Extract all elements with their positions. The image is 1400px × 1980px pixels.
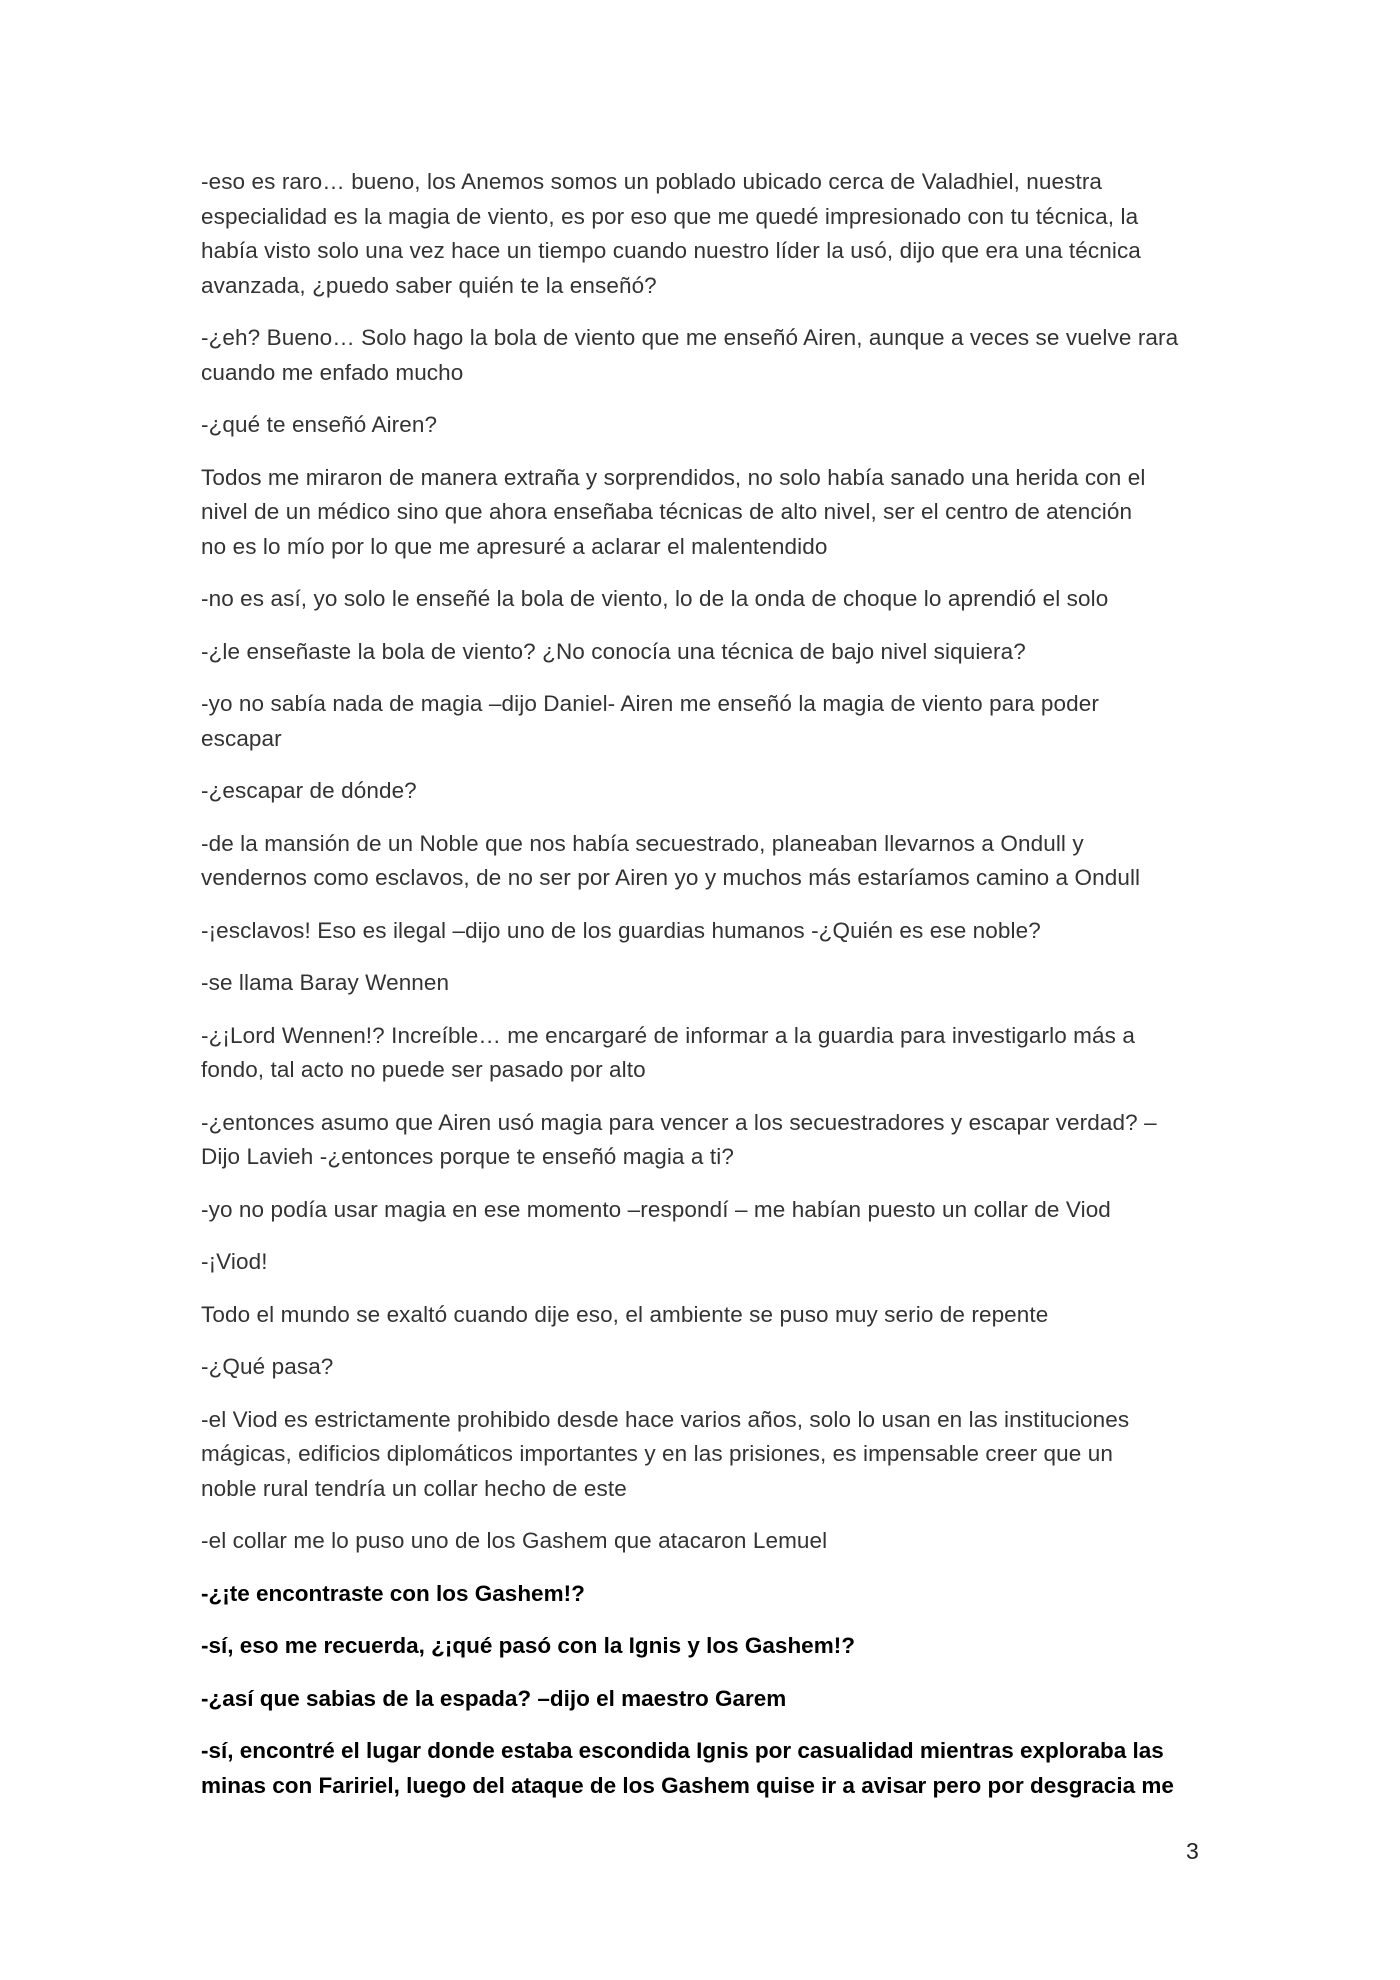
paragraph (201, 966, 1201, 1001)
paragraph (201, 1682, 1201, 1717)
paragraph (201, 1245, 1201, 1280)
page-body-text (201, 165, 1201, 1821)
text-line: -el collar me lo puso uno de los Gashem que atacaron Lemuel (201, 1528, 828, 1553)
paragraph (201, 1106, 1201, 1175)
text-line: -yo no sabía nada de magia –dijo Daniel- Airen me enseñó la magia de viento para poder (201, 691, 1099, 716)
text-line: no es lo mío por lo que me apresuré a aclarar el malentendido (201, 533, 828, 559)
text-line: -¿¡te encontraste con los Gashem!? (201, 1580, 585, 1606)
text-line: avanzada, ¿puedo saber quién te la enseñó? (201, 272, 657, 298)
paragraph (201, 687, 1201, 756)
text-line: Todos me miraron de manera extraña y sorprendidos, no solo había sanado una herida con el (201, 464, 1146, 490)
paragraph (201, 1298, 1201, 1333)
text-line: -se llama Baray Wennen (201, 970, 450, 995)
paragraph (201, 1577, 1201, 1612)
text-line: -¿qué te enseñó Airen? (201, 412, 438, 437)
text-line: -sí, encontré el lugar donde estaba escondida Ignis por casualidad mientras exploraba las (201, 1738, 1164, 1763)
paragraph (201, 165, 1201, 303)
paragraph (201, 321, 1201, 390)
text-line: -sí, eso me recuerda, ¿¡qué pasó con la Ignis y los Gashem!? (201, 1633, 855, 1658)
paragraph (201, 461, 1201, 565)
paragraph (201, 1193, 1201, 1228)
text-line: -¡esclavos! Eso es ilegal –dijo uno de los guardias humanos -¿Quién es ese noble? (201, 917, 1041, 943)
paragraph (201, 582, 1201, 617)
text-line: mágicas, edificios diplomáticos importantes y en las prisiones, es impensable creer que un (201, 1441, 1113, 1466)
text-line: había visto solo una vez hace un tiempo cuando nuestro líder la usó, dijo que era una técnica (201, 238, 1141, 263)
paragraph (201, 914, 1201, 949)
text-line: minas con Faririel, luego del ataque de los Gashem quise ir a avisar pero por desgracia me (201, 1772, 1174, 1798)
text-line: Dijo Lavieh -¿entonces porque te enseñó magia a ti? (201, 1144, 734, 1169)
text-line: -¿entonces asumo que Airen usó magia para vencer a los secuestradores y escapar verdad? – (201, 1109, 1157, 1135)
paragraph (201, 1403, 1201, 1507)
text-line: -eso es raro… bueno, los Anemos somos un poblado ubicado cerca de Valadhiel, nuestra (201, 169, 1103, 194)
paragraph (201, 635, 1201, 670)
paragraph (201, 827, 1201, 896)
paragraph (201, 1350, 1201, 1385)
text-line: -¿Qué pasa? (201, 1354, 334, 1379)
paragraph (201, 1629, 1201, 1664)
text-line: cuando me enfado mucho (201, 359, 464, 385)
text-line: vendernos como esclavos, de no ser por Airen yo y muchos más estaríamos camino a Ondull (201, 865, 1141, 890)
text-line: fondo, tal acto no puede ser pasado por alto (201, 1057, 646, 1082)
text-line: escapar (201, 725, 282, 751)
text-line: -de la mansión de un Noble que nos había secuestrado, planeaban llevarnos a Ondull y (201, 830, 1084, 856)
text-line: -¿eh? Bueno… Solo hago la bola de viento que me enseñó Airen, aunque a veces se vuelve rara (201, 325, 1179, 350)
text-line: -¡Viod! (201, 1249, 268, 1274)
text-line: noble rural tendría un collar hecho de este (201, 1475, 627, 1501)
text-line: -¿le enseñaste la bola de viento? ¿No conocía una técnica de bajo nivel siquiera? (201, 638, 1026, 664)
text-line: nivel de un médico sino que ahora enseñaba técnicas de alto nivel, ser el centro de atención (201, 499, 1133, 524)
page-number: 3 (1186, 1838, 1199, 1864)
text-line: -yo no podía usar magia en ese momento –respondí – me habían puesto un collar de Viod (201, 1196, 1111, 1222)
paragraph (201, 1019, 1201, 1088)
text-line: -¿así que sabias de la espada? –dijo el maestro Garem (201, 1685, 787, 1711)
paragraph (201, 774, 1201, 809)
text-line: -¿escapar de dónde? (201, 778, 417, 803)
paragraph (201, 1524, 1201, 1559)
text-line: -no es así, yo solo le enseñé la bola de viento, lo de la onda de choque lo aprendió el solo (201, 586, 1109, 611)
text-line: -¿¡Lord Wennen!? Increíble… me encargaré de informar a la guardia para investigarlo más a (201, 1022, 1135, 1048)
paragraph (201, 1734, 1201, 1803)
text-line: Todo el mundo se exaltó cuando dije eso, el ambiente se puso muy serio de repente (201, 1301, 1049, 1327)
text-line: -el Viod es estrictamente prohibido desde hace varios años, solo lo usan en las instituciones (201, 1406, 1130, 1432)
text-line: especialidad es la magia de viento, es por eso que me quedé impresionado con tu técnica, la (201, 203, 1139, 229)
paragraph (201, 408, 1201, 443)
